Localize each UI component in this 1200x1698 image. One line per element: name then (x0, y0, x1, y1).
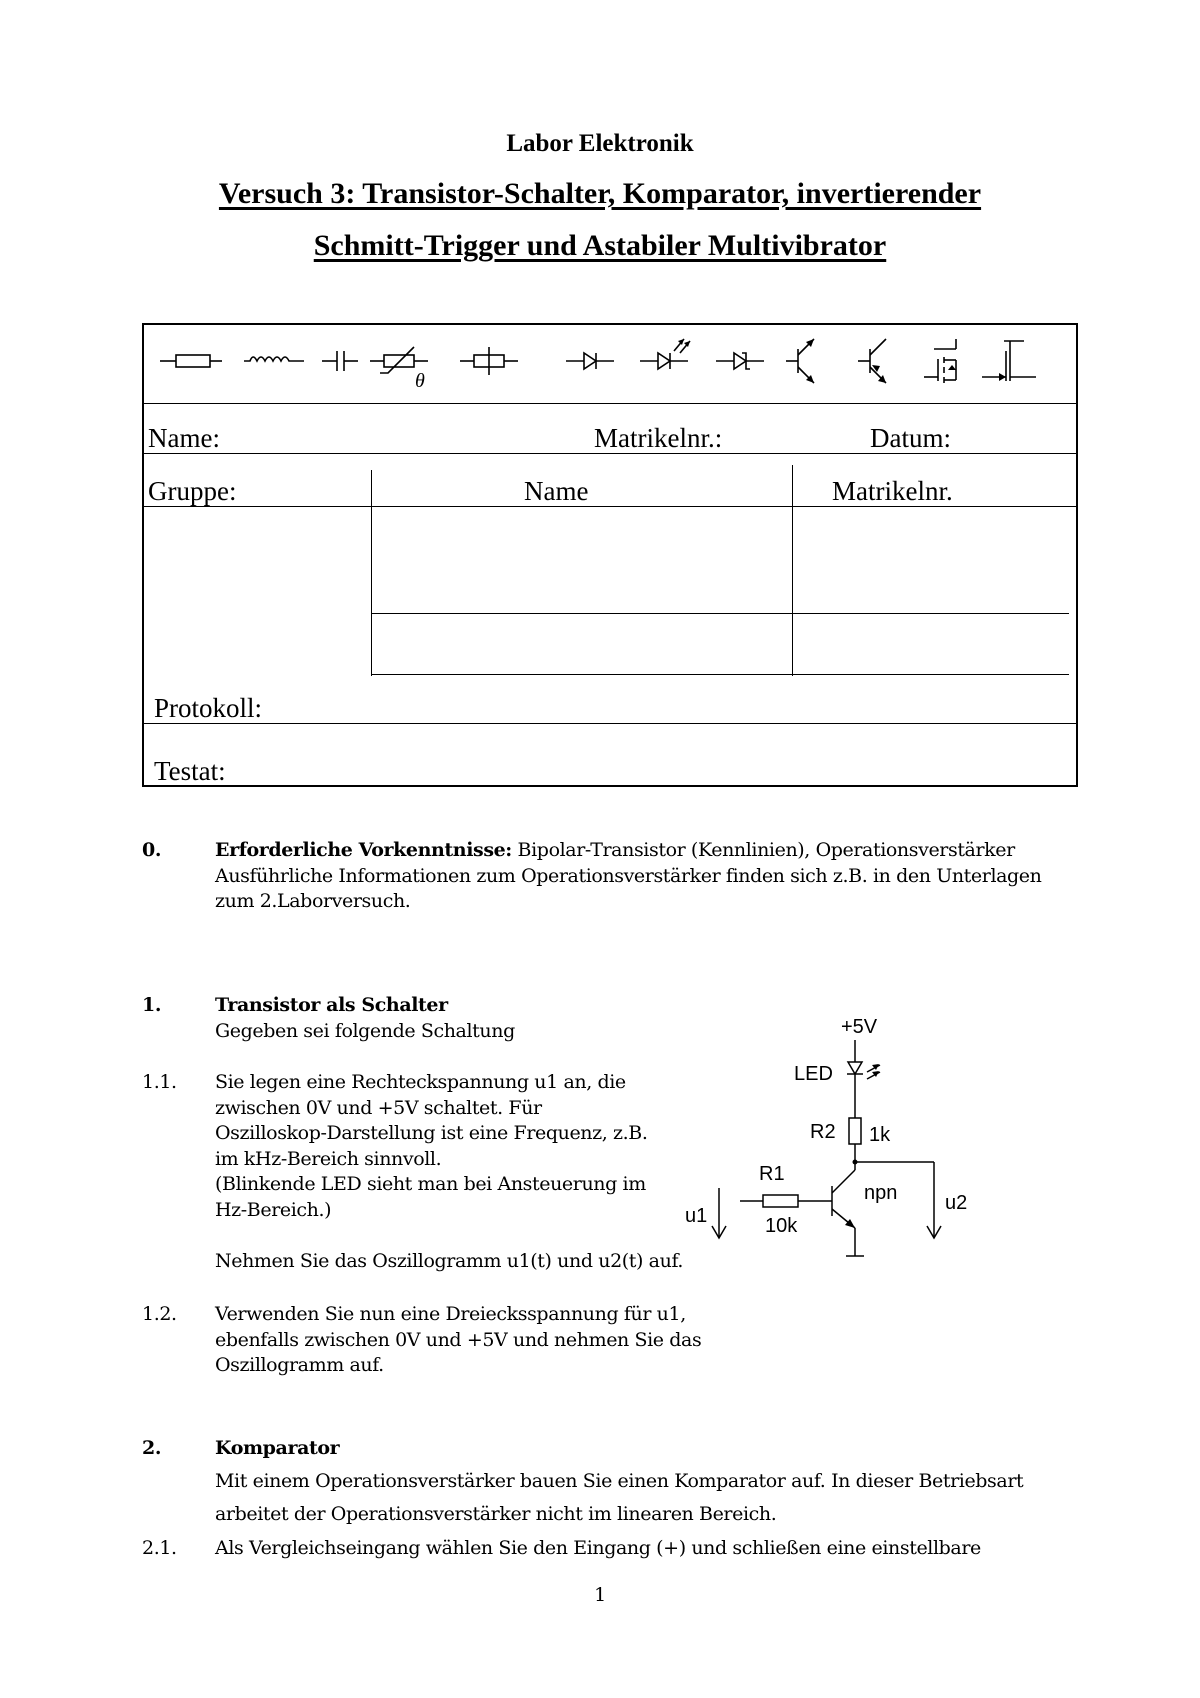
group-member-1-matrikel[interactable] (794, 508, 1070, 611)
u2-arrow-icon (927, 1162, 941, 1238)
protokoll-label: Protokoll: (154, 693, 263, 723)
section-1-2-line: Oszillogramm auf. (215, 1354, 384, 1376)
component-symbol-strip (144, 325, 1078, 405)
r2-label: R2 (810, 1121, 836, 1143)
section-2-line2: arbeitet der Operationsverstärker nicht im linearen Bereich. (215, 1503, 777, 1525)
group-member-2-matrikel[interactable] (794, 615, 1070, 673)
circuit-led-icon (847, 1062, 880, 1079)
section-1-number: 1. (142, 994, 162, 1016)
mosfet-p-icon (982, 341, 1036, 381)
capacitor-icon (322, 351, 358, 371)
section-1-1-number: 1.1. (142, 1071, 177, 1093)
zener-diode-icon (716, 353, 764, 369)
section-1-1-line: Hz-Bereich.) (215, 1199, 332, 1221)
section-2-1-number: 2.1. (142, 1537, 177, 1559)
section-1-1-line: Sie legen eine Rechteckspannung u1 an, die (215, 1071, 626, 1093)
mosfet-icon (924, 339, 956, 383)
r1-value: 10k (765, 1215, 798, 1237)
resistor-icon (160, 355, 222, 367)
testat-label: Testat: (154, 756, 226, 786)
experiment-title-line2: Schmitt-Trigger und Astabiler Multivibrator (313, 229, 887, 262)
group-member-1-name[interactable] (372, 508, 790, 611)
lab-title: Labor Elektronik (506, 130, 694, 157)
pnp-transistor-icon (858, 339, 886, 383)
section-1-1-line: (Blinkende LED sieht man bei Ansteuerung im (215, 1173, 646, 1195)
r2-value: 1k (869, 1124, 891, 1146)
section-2-line1: Mit einem Operationsverstärker bauen Sie einen Komparator auf. In dieser Betriebsart (215, 1470, 1024, 1492)
npn-circuit-transistor-icon (832, 1162, 855, 1228)
name-row-line (144, 453, 1076, 454)
section-2-heading: Komparator (215, 1437, 340, 1459)
u2-label: u2 (945, 1192, 968, 1214)
u1-arrow-icon (712, 1188, 726, 1238)
inductor-icon (244, 357, 304, 361)
experiment-title-line1: Versuch 3: Transistor-Schalter, Komparator, invertierender (218, 177, 982, 210)
group-col-name: Name (524, 476, 589, 506)
group-col-matrikel: Matrikelnr. (832, 476, 953, 506)
r1-label: R1 (759, 1163, 785, 1185)
section-0-line3: zum 2.Laborversuch. (215, 890, 411, 912)
cover-form (142, 323, 1078, 787)
section-0-line1 (215, 838, 1115, 864)
section-2-number: 2. (142, 1437, 162, 1459)
section-1-1-task: Nehmen Sie das Oszillogramm u1(t) und u2(t) auf. (215, 1250, 684, 1272)
theta-symbol: θ (415, 370, 425, 392)
section-1-2-line: ebenfalls zwischen 0V und +5V und nehmen Sie das (215, 1329, 702, 1351)
group-member-2-name[interactable] (372, 615, 790, 673)
section-1-heading: Transistor als Schalter (215, 994, 448, 1016)
section-1-1-line: Oszilloskop-Darstellung ist eine Frequenz, z.B. (215, 1122, 648, 1144)
matrikel-label: Matrikelnr.: (594, 423, 723, 453)
section-1-2-number: 1.2. (142, 1303, 177, 1325)
section-1-1-line: zwischen 0V und +5V schaltet. Für (215, 1097, 542, 1119)
section-0-number: 0. (142, 839, 162, 861)
section-1-2-line: Verwenden Sie nun eine Dreiecksspannung für u1, (215, 1303, 686, 1325)
u1-label: u1 (685, 1205, 708, 1227)
gruppe-label: Gruppe: (148, 476, 237, 506)
section-0-heading: Erforderliche Vorkenntnisse: (215, 839, 512, 861)
vcc-label: +5V (841, 1016, 878, 1038)
r1-resistor-icon (763, 1195, 798, 1207)
section-1-1-line: im kHz-Bereich sinnvoll. (215, 1148, 442, 1170)
r2-resistor-icon (849, 1118, 861, 1144)
section-0-line1-rest: Bipolar-Transistor (Kennlinien), Operationsverstärker (511, 839, 1015, 861)
transistor-switch-circuit (680, 1010, 980, 1260)
section-2-1-line: Als Vergleichseingang wählen Sie den Eingang (+) und schließen eine einstellbare (215, 1537, 981, 1559)
name-label: Name: (148, 423, 220, 453)
datum-label: Datum: (870, 423, 951, 453)
section-1-intro: Gegeben sei folgende Schaltung (215, 1020, 515, 1042)
npn-label: npn (864, 1182, 898, 1204)
page-number: 1 (594, 1584, 606, 1606)
led-label: LED (794, 1063, 833, 1085)
varistor-icon (460, 347, 518, 375)
diode-icon (566, 353, 614, 369)
section-0-line2: Ausführliche Informationen zum Operationsverstärker finden sich z.B. in den Unterlagen (215, 865, 1042, 887)
